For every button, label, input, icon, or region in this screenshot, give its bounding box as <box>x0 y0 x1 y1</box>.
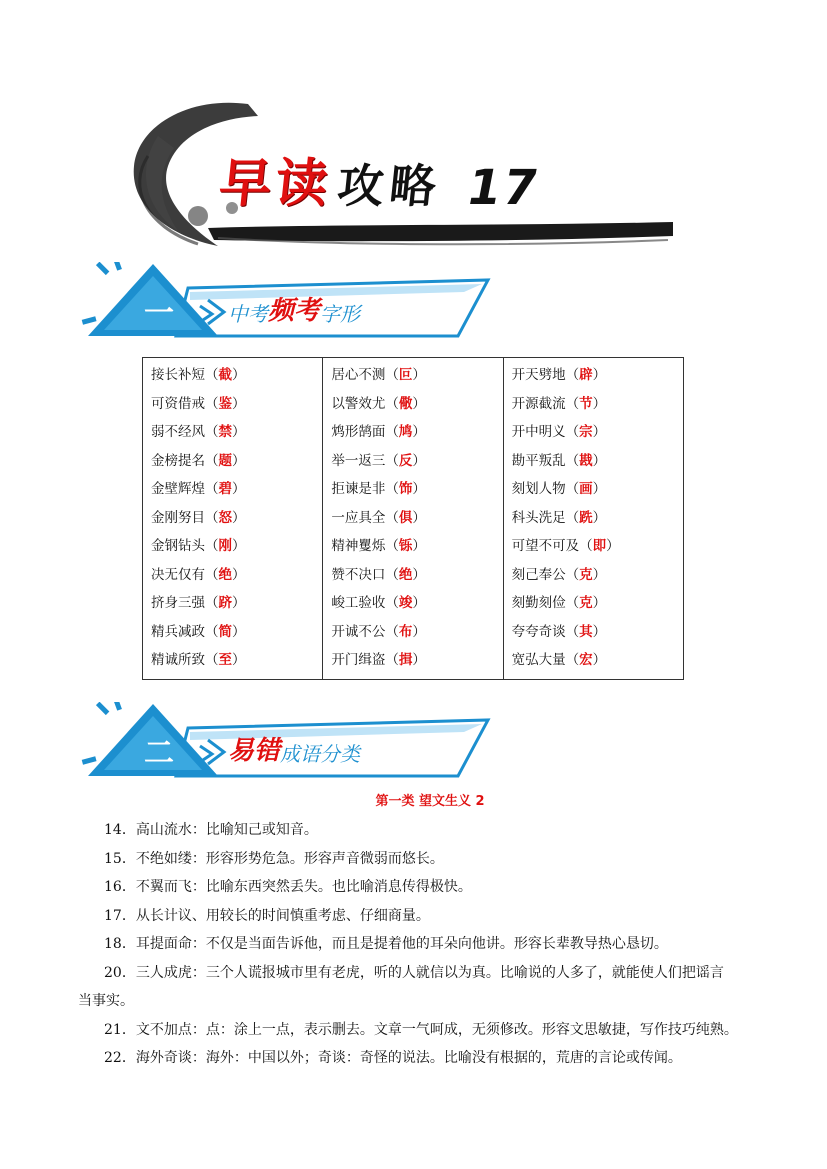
word-phrase: 一应具全 <box>331 509 386 526</box>
word-answer: 揖 <box>398 652 413 668</box>
word-answer: 禁 <box>218 424 232 440</box>
idiom-text: 三人成虎：三个人谎报城市里有老虎，听的人就信以为真。比喻说的人多了，就能使人们把谣言 <box>135 964 724 981</box>
open-paren: （ <box>205 509 219 526</box>
open-paren: （ <box>205 538 219 554</box>
word-entry <box>512 618 675 647</box>
word-entry <box>331 589 494 618</box>
open-paren: （ <box>565 452 580 469</box>
word-answer: 绝 <box>218 566 232 583</box>
word-phrase: 金榜提名 <box>151 452 205 469</box>
section-2-title <box>228 730 360 767</box>
word-phrase: 宽弘大量 <box>511 652 566 668</box>
word-entry <box>512 361 675 390</box>
open-paren: （ <box>565 652 580 668</box>
table-row <box>143 358 684 680</box>
section-1-title-c: 字形 <box>320 302 361 326</box>
word-answer: 戡 <box>579 452 593 469</box>
idiom-number: 22． <box>104 1050 136 1066</box>
word-entry <box>151 361 314 390</box>
close-paren: ） <box>412 652 426 668</box>
open-paren: （ <box>385 509 399 526</box>
close-paren: ） <box>412 509 426 526</box>
open-paren: （ <box>385 623 399 640</box>
word-entry <box>151 646 314 675</box>
word-answer: 截 <box>218 367 232 383</box>
word-phrase: 刻划人物 <box>511 481 566 497</box>
word-entry <box>331 361 494 390</box>
open-paren: （ <box>385 538 399 554</box>
word-answer: 俱 <box>398 509 413 526</box>
word-phrase: 开诚不公 <box>331 623 386 640</box>
idiom-list <box>78 816 759 1073</box>
close-paren: ） <box>232 367 246 383</box>
close-paren: ） <box>412 623 426 640</box>
close-paren: ） <box>592 652 607 668</box>
open-paren: （ <box>205 395 219 412</box>
open-paren: （ <box>565 424 580 440</box>
open-paren: （ <box>565 595 580 611</box>
open-paren: （ <box>385 367 399 383</box>
word-answer: 宗 <box>579 424 593 440</box>
idiom-number: 18． <box>104 936 136 952</box>
word-phrase: 精兵减政 <box>151 623 205 640</box>
idiom-item <box>104 816 759 845</box>
idiom-number: 15． <box>104 850 136 867</box>
word-answer: 跣 <box>579 509 593 526</box>
word-answer: 饰 <box>398 481 413 497</box>
open-paren: （ <box>205 452 219 469</box>
word-answer: 简 <box>218 623 232 640</box>
word-entry <box>512 475 675 504</box>
word-entry <box>151 561 314 590</box>
word-phrase: 开中明义 <box>511 424 566 440</box>
word-answer: 儆 <box>398 395 413 412</box>
word-phrase: 刻勤刻俭 <box>511 595 566 611</box>
word-entry <box>512 532 675 561</box>
word-phrase: 开天劈地 <box>511 367 566 383</box>
close-paren: ） <box>592 595 607 611</box>
idiom-item <box>104 873 759 902</box>
word-answer: 布 <box>398 623 413 640</box>
word-answer: 画 <box>579 481 593 497</box>
close-paren: ） <box>412 481 426 497</box>
word-phrase: 开门缉盗 <box>331 652 386 668</box>
word-answer: 即 <box>592 538 607 554</box>
word-phrase: 以警效尤 <box>331 395 386 412</box>
word-phrase: 精神矍烁 <box>331 538 386 554</box>
word-entry <box>331 504 494 533</box>
open-paren: （ <box>565 481 580 497</box>
word-answer: 铄 <box>398 538 413 554</box>
section-2-title-b: 成语分类 <box>280 742 361 766</box>
section-1-header <box>78 262 498 342</box>
word-phrase: 弱不经风 <box>151 424 205 440</box>
close-paren: ） <box>412 538 426 554</box>
title-red-part: 早读 <box>216 153 335 214</box>
word-phrase: 举一返三 <box>331 452 386 469</box>
word-phrase: 开源截流 <box>511 395 566 412</box>
word-entry <box>512 561 675 590</box>
table-column-3 <box>503 358 683 680</box>
word-answer: 竣 <box>398 595 413 611</box>
idiom-number: 21． <box>104 1021 136 1038</box>
word-entry <box>331 561 494 590</box>
word-phrase: 金壁辉煌 <box>151 481 205 497</box>
word-entry <box>512 418 675 447</box>
word-entry <box>331 532 494 561</box>
open-paren: （ <box>579 538 593 554</box>
idiom-text: 不翼而飞：比喻东西突然丢失。也比喻消息传得极快。 <box>135 879 472 895</box>
word-entry <box>331 646 494 675</box>
title-banner <box>128 96 688 256</box>
idiom-number: 16． <box>104 879 136 895</box>
close-paren: ） <box>232 623 246 640</box>
open-paren: （ <box>565 395 580 412</box>
open-paren: （ <box>205 652 219 668</box>
open-paren: （ <box>385 395 399 412</box>
word-phrase: 峻工验收 <box>331 595 386 611</box>
open-paren: （ <box>205 595 219 611</box>
word-entry <box>512 504 675 533</box>
word-entry <box>512 646 675 675</box>
open-paren: （ <box>385 595 399 611</box>
idiom-item <box>104 902 759 931</box>
word-answer: 鸠 <box>398 424 413 440</box>
idiom-text: 从长计议、用较长的时间慎重考虑、仔细商量。 <box>135 907 430 924</box>
word-answer: 跻 <box>218 595 232 611</box>
word-entry <box>151 618 314 647</box>
page-title <box>216 146 539 216</box>
word-answer: 克 <box>579 595 593 611</box>
section-1-number: 一 <box>144 296 174 331</box>
title-black-part: 攻略 <box>334 159 445 213</box>
idiom-text: 耳提面命：不仅是当面告诉他，而且是提着他的耳朵向他讲。形容长辈教导热心恳切。 <box>135 936 668 952</box>
word-phrase: 居心不测 <box>331 367 386 383</box>
word-phrase: 鸩形鹄面 <box>331 424 386 440</box>
open-paren: （ <box>205 367 219 383</box>
word-entry <box>512 447 675 476</box>
open-paren: （ <box>385 424 399 440</box>
title-number: 17 <box>468 160 539 216</box>
word-phrase: 赞不决口 <box>331 566 386 583</box>
word-phrase: 刻己奉公 <box>511 566 566 583</box>
word-answer: 辟 <box>579 367 593 383</box>
word-answer: 反 <box>398 452 413 469</box>
idiom-item <box>104 1044 759 1073</box>
word-entry <box>151 447 314 476</box>
word-phrase: 可望不可及 <box>511 538 580 554</box>
close-paren: ） <box>592 452 607 469</box>
close-paren: ） <box>592 481 607 497</box>
idiom-text: 海外奇谈：海外：中国以外；奇谈：奇怪的说法。比喻没有根据的，荒唐的言论或传闻。 <box>135 1050 682 1066</box>
open-paren: （ <box>565 367 580 383</box>
word-phrase: 勘平叛乱 <box>511 452 566 469</box>
open-paren: （ <box>385 481 399 497</box>
table-column-1 <box>143 358 323 680</box>
close-paren: ） <box>232 452 246 469</box>
idiom-item <box>104 845 759 874</box>
word-phrase: 精诚所致 <box>151 652 205 668</box>
word-phrase: 金刚努目 <box>151 509 205 526</box>
close-paren: ） <box>232 652 246 668</box>
word-phrase: 拒谏是非 <box>331 481 386 497</box>
word-answer: 刚 <box>218 538 232 554</box>
open-paren: （ <box>205 481 219 497</box>
word-entry <box>331 475 494 504</box>
word-entry <box>512 589 675 618</box>
word-entry <box>331 618 494 647</box>
open-paren: （ <box>565 566 580 583</box>
open-paren: （ <box>385 566 399 583</box>
word-phrase: 可资借戒 <box>151 395 205 412</box>
word-answer: 叵 <box>398 367 413 383</box>
word-phrase: 挤身三强 <box>151 595 205 611</box>
word-answer: 其 <box>579 623 593 640</box>
word-answer: 鉴 <box>218 395 232 412</box>
close-paren: ） <box>232 566 246 583</box>
open-paren: （ <box>385 452 399 469</box>
table-column-2 <box>323 358 503 680</box>
word-answer: 宏 <box>579 652 593 668</box>
word-answer: 怒 <box>218 509 232 526</box>
word-entry <box>151 532 314 561</box>
section-1-title-b: 频考 <box>268 296 321 326</box>
open-paren: （ <box>205 623 219 640</box>
word-entry <box>331 390 494 419</box>
word-answer: 节 <box>579 395 593 412</box>
close-paren: ） <box>592 424 607 440</box>
close-paren: ） <box>592 367 607 383</box>
close-paren: ） <box>592 395 607 412</box>
section-1-title <box>228 290 360 327</box>
open-paren: （ <box>385 652 399 668</box>
word-answer: 碧 <box>218 481 232 497</box>
close-paren: ） <box>412 395 426 412</box>
word-entry <box>331 447 494 476</box>
word-phrase: 接长补短 <box>151 367 205 383</box>
close-paren: ） <box>232 481 246 497</box>
word-phrase: 夸夸奇谈 <box>511 623 566 640</box>
close-paren: ） <box>232 538 246 554</box>
idiom-item <box>104 930 759 959</box>
close-paren: ） <box>412 566 426 583</box>
word-entry <box>151 589 314 618</box>
idiom-text: 文不加点：点：涂上一点，表示删去。文章一气呵成，无须修改。形容文思敏捷，写作技巧纯熟。 <box>135 1021 738 1038</box>
open-paren: （ <box>565 509 580 526</box>
open-paren: （ <box>565 623 580 640</box>
section-2-number: 二 <box>144 736 174 771</box>
word-entry <box>151 418 314 447</box>
section-2-title-a: 易错 <box>228 736 281 766</box>
close-paren: ） <box>412 367 426 383</box>
word-entry <box>331 418 494 447</box>
word-phrase: 决无仅有 <box>151 566 205 583</box>
idiom-text: 高山流水：比喻知己或知音。 <box>135 822 318 838</box>
word-answer: 克 <box>579 566 593 583</box>
close-paren: ） <box>592 623 607 640</box>
idiom-number: 17． <box>104 907 136 924</box>
close-paren: ） <box>232 424 246 440</box>
close-paren: ） <box>592 509 607 526</box>
close-paren: ） <box>412 595 426 611</box>
word-entry <box>151 475 314 504</box>
idiom-number: 20． <box>104 964 136 981</box>
close-paren: ） <box>232 395 246 412</box>
close-paren: ） <box>592 566 607 583</box>
word-phrase: 科头洗足 <box>511 509 566 526</box>
category-title: 第一类 望文生义 2 <box>375 794 485 809</box>
idiom-number: 14． <box>104 822 136 838</box>
idiom-text: 不绝如缕：形容形势危急。形容声音微弱而悠长。 <box>135 850 444 867</box>
section-1-title-a: 中考 <box>228 302 268 326</box>
close-paren: ） <box>412 452 426 469</box>
word-correction-table <box>142 357 684 680</box>
section-2-header <box>78 702 498 782</box>
word-entry <box>151 390 314 419</box>
close-paren: ） <box>232 595 246 611</box>
word-entry <box>512 390 675 419</box>
word-entry <box>151 504 314 533</box>
idiom-item <box>104 1016 759 1045</box>
close-paren: ） <box>606 538 620 554</box>
close-paren: ） <box>232 509 246 526</box>
open-paren: （ <box>205 566 219 583</box>
word-answer: 题 <box>218 452 232 469</box>
idiom-text-continuation: 当事实。 <box>78 993 134 1009</box>
word-answer: 绝 <box>398 566 413 583</box>
open-paren: （ <box>205 424 219 440</box>
idiom-item <box>104 959 759 988</box>
word-phrase: 金钢钻头 <box>151 538 205 554</box>
close-paren: ） <box>412 424 426 440</box>
word-answer: 至 <box>218 652 232 668</box>
